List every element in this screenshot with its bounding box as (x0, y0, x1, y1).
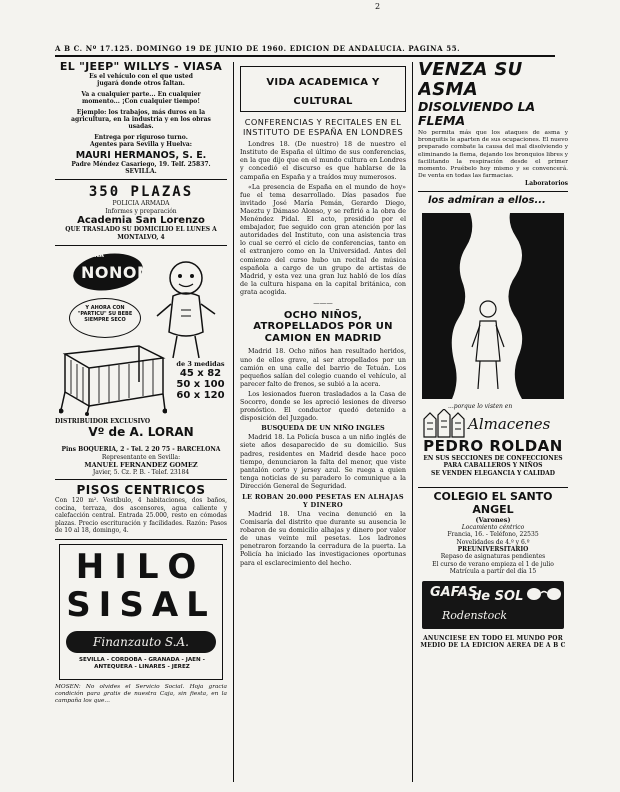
article-divider: ——— (313, 298, 333, 307)
nonon-sizes-title: de 3 medidas (176, 360, 225, 369)
nonon-distributor (55, 418, 227, 438)
gafas-line-3: Rodenstock (442, 608, 508, 622)
jeep-line: Entrega por riguroso turno. (94, 133, 188, 141)
nonon-badge-line: SIEMPRE SECO (84, 317, 126, 324)
roldan-ref: ...porque lo visten en (448, 402, 513, 410)
sisal-brand: SISAL (66, 584, 216, 625)
separator (55, 479, 227, 480)
right-column (418, 60, 568, 785)
crib-illustration (59, 340, 167, 416)
nonon-badge (69, 298, 141, 338)
asma-title-1: VENZA SU ASMA (418, 60, 523, 100)
article-2-p1: Madrid 18. Ocho niños han resultado heridos, uno de ellos grave, al ser atropellados por un camión en una calle del barrio de Tetuán. Los pequeños salían del colegio cuando el vehículo, al parecer falto de frenos, se subió a la acera. (240, 347, 406, 388)
anuncios-text: ANUNCIESE EN TODO EL MUNDO POR MEDIO DE LA EDICION AEREA DE A B C (420, 634, 566, 650)
asma-sign: Laboratorios (525, 180, 568, 188)
asma-text: No permita más que los ataques de asma y bronquitis le aparten de sus ocupaciones. El nuevo preparado combate la causa del mal disolviendo y eliminando la flema, dejando los bronquios libres y facilitando la respiración desde el primer momento. Pruébelo hoy mismo y se convencerá. De venta en todas las farmacias. (418, 130, 568, 180)
article-2-p2: Los lesionados fueron trasladados a la Casa de Socorro, donde se les apreció lesiones de diverso pronóstico. El conductor quedó detenido a disposición del Juzgado. (240, 389, 406, 423)
article-3-p1: Madrid 18. Una vecina denunció en la Comisaría del distrito que durante su ausencia le robaron de su domicilio alhajas y dinero por valor de unas veinte mil pesetas. Los ladrones penetraron forzando la cerradura de la puerta. La Policía ha iniciado las investigaciones oportunas para el esclarecimiento del hecho. (240, 509, 406, 567)
hilo-sisal-ad (59, 544, 223, 680)
pisos-title: PISOS CENTRICOS (76, 483, 206, 498)
roldan-slogan: los admiran a ellos... (428, 194, 546, 206)
jeep-line: Va a cualquier parte... En cualquier (81, 90, 201, 98)
nonon-size: 45 x 82 (179, 368, 222, 380)
header-rule (55, 55, 555, 57)
nonon-badge-line: Y AHORA CON (85, 305, 125, 312)
nonon-size: 60 x 120 (176, 390, 225, 402)
academia-line: POLICIA ARMADA (112, 200, 170, 208)
left-column (55, 60, 227, 785)
section-title: VIDA ACADEMICA Y CULTURAL (266, 77, 380, 107)
gafas-line-2: de SOL (472, 588, 524, 604)
colegio-ad (418, 490, 568, 576)
asma-title-2: DISOLVIENDO LA FLEMA (418, 99, 536, 128)
roldan-line: EN SUS SECCIONES DE CONFECCIONES (423, 454, 563, 462)
academia-footer: QUE TRASLADO SU DOMICILIO EL LUNES A MONTALVO, 4 (65, 226, 217, 241)
nonon-contact (55, 446, 227, 476)
roldan-line: SE VENDEN ELEGANCIA Y CALIDAD (431, 469, 555, 477)
separator (55, 245, 227, 246)
nonon-cuna: CUNA (85, 252, 104, 260)
colegio-line: Matrícula a partir del día 15 (449, 568, 537, 576)
jeep-line: momento... ¡Con cualquier tiempo! (82, 98, 200, 106)
jeep-title: EL "JEEP" WILLYS - VIASA (59, 60, 223, 73)
article-1-p1: Londres 18. (De nuestro) 18 de nuestro el Instituto de España el último de sus conferencias, en la que dijo que en el mundo cultura en Londres y concedió el discurso es que hablarse de la campaña en España y a traídos muy numerosos. (240, 140, 406, 181)
nonon-ad (55, 250, 227, 446)
roldan-lines (418, 455, 568, 477)
academia-line: Informes y preparación (105, 207, 177, 215)
building-icon (422, 409, 466, 439)
hilo-footer: MOSEN: No olvides el Servicio Social. Hoja gracia condición para gratis de nuestra Caja, sin fiesta, en la campaña los que... (55, 683, 227, 705)
academia-name: Academia San Lorenzo (77, 215, 205, 227)
colegio-title: COLEGIO EL SANTO ANGEL (433, 489, 553, 516)
nonon-address: Pins BOQUERIA, 2 - Tel. 2 20 75 - BARCELONA (61, 446, 221, 454)
jeep-line: Es el vehículo con el que usted (89, 73, 193, 80)
jeep-line: jugará donde otros faltan. (97, 80, 185, 88)
colegio-line: PREUNIVERSITARIO (457, 546, 529, 554)
article-1-title: CONFERENCIAS Y RECITALES EN EL INSTITUTO DE ESPAÑA EN LONDRES (242, 117, 404, 137)
jeep-line: agricultura, en la industria y en los obras (71, 116, 211, 124)
separator (418, 487, 568, 488)
academia-plazas: 350 PLAZAS (88, 184, 194, 201)
separator (418, 191, 568, 192)
column-divider-left (233, 62, 234, 782)
hilo-script-banner (66, 631, 216, 653)
nonon-badge-line: "PARTICU" SU BEBE (77, 311, 133, 318)
article-2-subhead: BUSQUEDA DE UN NIÑO INGLES (261, 424, 385, 433)
nonon-dist: DISTRIBUIDOR EXCLUSIVO (55, 418, 151, 426)
hilo-cities: SEVILLA - CORDOBA - GRANADA - JAEN - ANTEQUERA - LINARES - JEREZ (79, 656, 205, 670)
separator (55, 539, 227, 540)
jeep-ad (55, 60, 227, 175)
article-2-title: OCHO NIÑOS, ATROPELLADOS POR UN CAMION EN MADRID (253, 309, 393, 344)
gafas-line-1: GAFAS (430, 584, 478, 600)
nonon-company: Vº de A. LORAN (88, 424, 194, 439)
colegio-line: Locamiento céntrico (461, 523, 525, 531)
pisos-text: Con 120 m². Vestíbulo, 4 habitaciones, dos baños, cocina, terraza, dos ascensores, agua caliente y calefacción central. Entrada 25.000, resto en cómodas plazas. Precio escrituración y facilidades. Razón: Pasos de 10 al 18, domingo, 4. (55, 497, 227, 535)
roldan-line: PARA CABALLEROS Y NIÑOS (443, 462, 543, 470)
nonon-rep: Representante en Sevilla: (101, 453, 181, 461)
colegio-line: Novelidades de 4.º y 6.º (456, 538, 530, 546)
nonon-sizes (173, 360, 227, 401)
article-2-p3: Madrid 18. La Policía busca a un niño inglés de siete años desaparecido de su domicilio. Sus padres, residentes en Madrid desde hace poco tiempo, denunciaron la falta del menor, que viste pantalón corto y jersey azul. Se ruega a quien tenga noticias de su paradero lo comunique a la Dirección General de Seguridad. (240, 433, 406, 490)
article-1-p2: «La presencia de España en el mundo de hoy» fue el tema desarrollado. Días pasados fue invitado José María Pemán, Gerardo Diego, Maeztu y Dámaso Alonso, y se refirió a la obra de Menéndez Pidal. El acto, presidido por el embajador, fue seguido con gran atención por las autoridades del Instituto, con una asistencia tras lo cual se cerró el ciclo de conferencias, tanto en el extranjero como en la Universidad. Antes del comienzo del curso hubo un recital de música española a cargo de un grupo de artistas de Madrid, y esta vez una gran luz habló de los días de la cultura hispana en la capital británica, con grata acogida. (240, 182, 406, 296)
colegio-sub: (Varones) (475, 515, 511, 524)
gafas-ad (422, 581, 564, 629)
center-column (240, 64, 406, 784)
jeep-address: Padre Méndez Casariego, 19. Telf. 25837. SEVILLA. (71, 160, 211, 176)
column-divider-right (412, 62, 413, 782)
nonon-size: 50 x 100 (176, 379, 225, 391)
roldan-silhouettes (418, 211, 568, 401)
roldan-almacenes: Almacenes (468, 414, 551, 433)
hilo-script: Finanzauto S.A. (93, 634, 189, 649)
academia-ad (55, 184, 227, 241)
nonon-rep-name: MANUEL FERNANDEZ GOMEZ (84, 460, 198, 469)
jeep-line: usadas. (128, 123, 154, 131)
nonon-brand: NONON (81, 263, 151, 283)
article-3-title: LE ROBAN 20.000 PESETAS EN ALHAJAS Y DINERO (242, 492, 404, 509)
colegio-line: Francia, 16. - Teléfono, 22535 (447, 531, 539, 539)
separator (55, 179, 227, 180)
colegio-line: El curso de verano empieza el 1 de julio (432, 560, 554, 568)
jeep-company: MAURI HERMANOS, S. E. (75, 149, 207, 161)
section-title-box (240, 66, 406, 112)
jeep-line: Ejemplo: los trabajos, más duros en la (76, 108, 206, 116)
hilo-brand: HILO (75, 546, 207, 587)
page-mark: 2 (375, 2, 381, 11)
colegio-line: Repaso de asignaturas pendientes (440, 553, 546, 561)
roldan-ad (418, 195, 568, 485)
asma-ad (418, 60, 568, 188)
roldan-name: PEDRO ROLDAN (423, 436, 563, 455)
sunglasses-icon (526, 585, 562, 603)
jeep-line: Agentes para Sevilla y Huelva: (89, 141, 193, 149)
nonon-rep-addr: Javier, 5. Cz. P. B. - Telef. 23184 (92, 468, 190, 476)
header-line: A B C. Nº 17.125. DOMINGO 19 DE JUNIO DE 1960. EDICION DE ANDALUCIA. PAGINA 55. (55, 44, 461, 53)
pisos-ad (55, 483, 227, 535)
